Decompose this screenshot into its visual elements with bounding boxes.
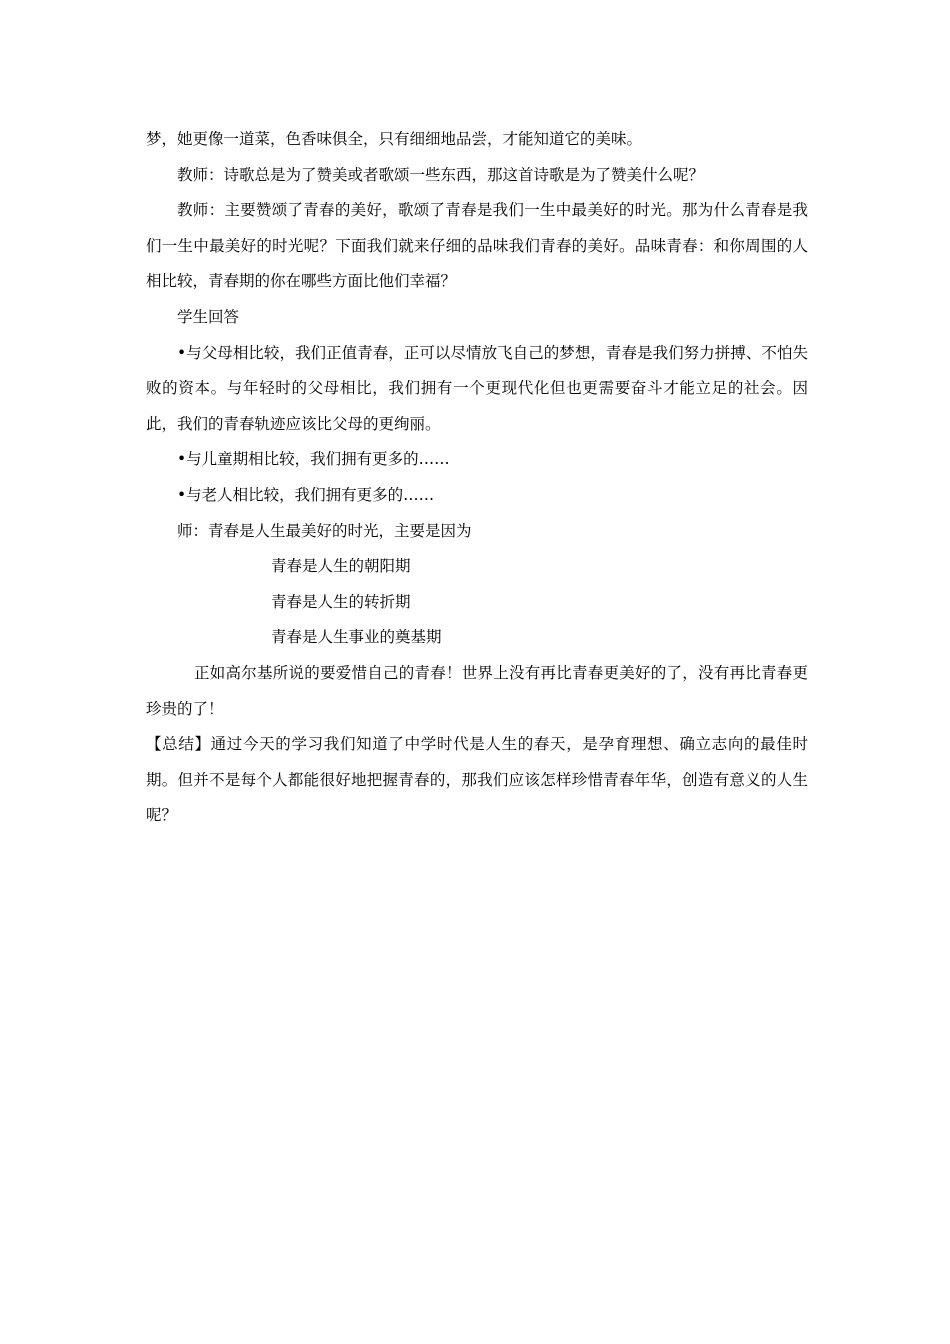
paragraph-teacher-question: 教师：诗歌总是为了赞美或者歌颂一些东西，那这首诗歌是为了赞美什么呢？ xyxy=(177,165,705,184)
paragraph-compare-parents: •与父母相比较，我们正值青春，正可以尽情放飞自己的梦想，青春是我们努力拼搏、不怕失败的资本。与年轻时的父母相比，我们拥有一个更现代化但也更需要奋斗才能立足的社会。因此，我们的青春轨迹应该比父母的更绚丽。 xyxy=(146,343,808,433)
paragraph-compare-children: •与儿童期相比较，我们拥有更多的…… xyxy=(177,450,450,469)
paragraph-teacher-explanation: 教师：主要赞颂了青春的美好，歌颂了青春是我们一生中最美好的时光。那为什么青春是我们一生中最美好的时光呢？下面我们就来仔细的品味我们青春的美好。品味青春：和你周围的人相比较，青春期的你在哪些方面比他们幸福？ xyxy=(146,201,808,291)
list-item-turning-point: 青春是人生的转折期 xyxy=(271,592,411,611)
paragraph-student-answer: 学生回答 xyxy=(177,307,240,326)
list-item-morning-sun: 青春是人生的朝阳期 xyxy=(271,557,411,576)
list-item-foundation: 青春是人生事业的奠基期 xyxy=(271,628,442,647)
paragraph-teacher-reason: 师：青春是人生最美好的时光，主要是因为 xyxy=(177,521,472,540)
document-body xyxy=(146,122,808,834)
paragraph-summary: 【总结】通过今天的学习我们知道了中学时代是人生的春天，是孕育理想、确立志向的最佳时期。但并不是每个人都能很好地把握青春的，那我们应该怎样珍惜青春年华，创造有意义的人生呢？ xyxy=(146,735,808,825)
paragraph-continuation: 梦，她更像一道菜，色香味俱全，只有细细地品尝，才能知道它的美味。 xyxy=(146,130,643,148)
paragraph-gorky-quote: 正如高尔基所说的要爱惜自己的青春！世界上没有再比青春更美好的了，没有再比青春更珍贵的了！ xyxy=(146,663,808,718)
paragraph-compare-elderly: •与老人相比较，我们拥有更多的…… xyxy=(177,485,435,504)
